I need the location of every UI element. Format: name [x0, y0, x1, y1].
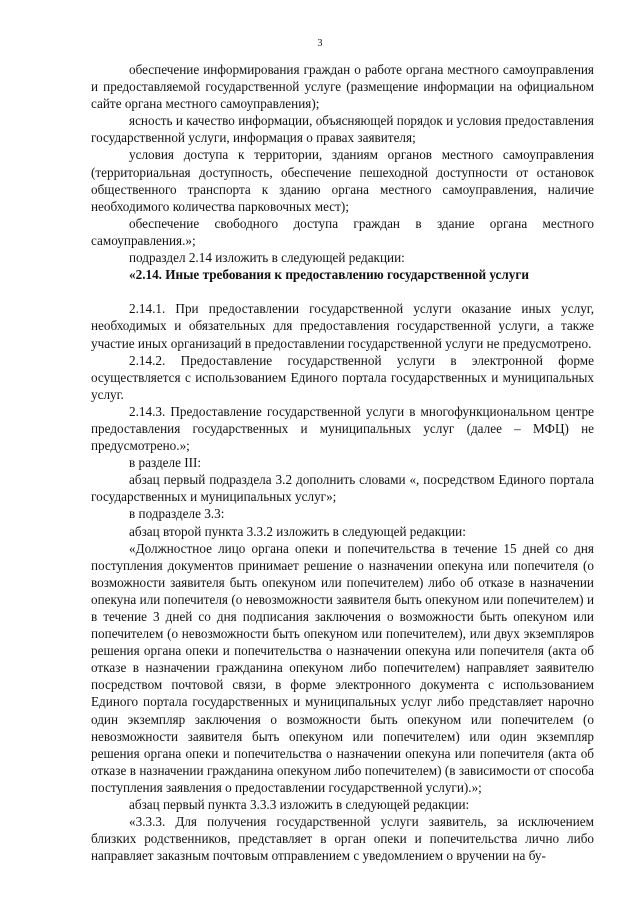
paragraph: 2.14.3. Предоставление государственной услуги в многофункциональном центре предоставления государственных и муниципальных услуг (далее – МФЦ) не предусмотрено.»; [91, 403, 594, 454]
page-number: 3 [317, 38, 323, 49]
paragraph: 2.14.2. Предоставление государственной услуги в электронной форме осуществляется с использованием Единого портала государственных и муниципальных услуг. [91, 352, 594, 402]
section-heading: «2.14. Иные требования к предоставлению государственной услуги [129, 267, 529, 283]
paragraph: в подразделе 3.3: [129, 506, 225, 522]
document-body [91, 61, 594, 864]
paragraph: подраздел 2.14 изложить в следующей редакции: [129, 250, 405, 266]
paragraph: условия доступа к территории, зданиям органов местного самоуправления (территориальная доступность, обеспечение пешеходной доступности от остановок общественного транспорта к зданию органа местного самоуправления, наличие необходимого количества парковочных мест); [91, 147, 594, 214]
paragraph: обеспечение информирования граждан о работе органа местного самоуправления и предоставляемой государственной услуге (размещение информации на официальном сайте органа местного самоуправления); [91, 62, 594, 112]
paragraph: 2.14.1. При предоставлении государственной услуги оказание иных услуг, необходимых и обязательных для предоставления государственной услуги, а также участие иных организаций в предоставлении государственной услуги не предусмотрено. [91, 301, 594, 351]
paragraph: абзац второй пункта 3.3.2 изложить в следующей редакции: [129, 523, 466, 539]
paragraph: «3.3.3. Для получения государственной услуги заявитель, за исключением близких родственников, представляет в орган опеки и попечительства лично либо направляет заказным почтовым отправлением с уведомлением о вручении на бу- [91, 814, 594, 864]
paragraph: в разделе III: [129, 455, 202, 471]
paragraph: обеспечение свободного доступа граждан в здание органа местного самоуправления.»; [91, 215, 594, 248]
blank-line [91, 283, 594, 300]
paragraph: «Должностное лицо органа опеки и попечительства в течение 15 дней со дня поступления документов принимает решение о назначении опекуна или попечителя (о возможности заявителя быть опекуном или попечителем) либо об отказе в назначении опекуна или попечителя (о невозможности заявителя быть опекуном или попечителем) и в течение 3 дней со дня подписания заключения о возможности быть опекуном или попечителем (о невозможности быть опекуном или попечителем), или двух экземпляров решения органа опеки и попечительства о назначении опекуна или попечителя (акта об отказе в назначении гражданина опекуном либо попечителем) направляет заявителю посредством почтовой связи, в форме электронного документа с использованием Единого портала государственных и муниципальных услуг либо представляет нарочно один экземпляр заключения о возможности быть опекуном или попечителем (о невозможности заявителя быть опекуном или попечителем) или один экземпляр решения органа опеки и попечительства о назначении опекуна или попечителя (акта об отказе в назначении гражданина опекуном либо попечителем) (в зависимости от способа поступления заявления о предоставлении государственной услуги).»; [91, 540, 594, 795]
paragraph: ясность и качество информации, объясняющей порядок и условия предоставления государственной услуги, информация о правах заявителя; [91, 113, 594, 146]
paragraph: абзац первый подраздела 3.2 дополнить словами «, посредством Единого портала государственных и муниципальных услуг»; [91, 472, 594, 505]
paragraph: абзац первый пункта 3.3.3 изложить в следующей редакции: [129, 797, 470, 813]
